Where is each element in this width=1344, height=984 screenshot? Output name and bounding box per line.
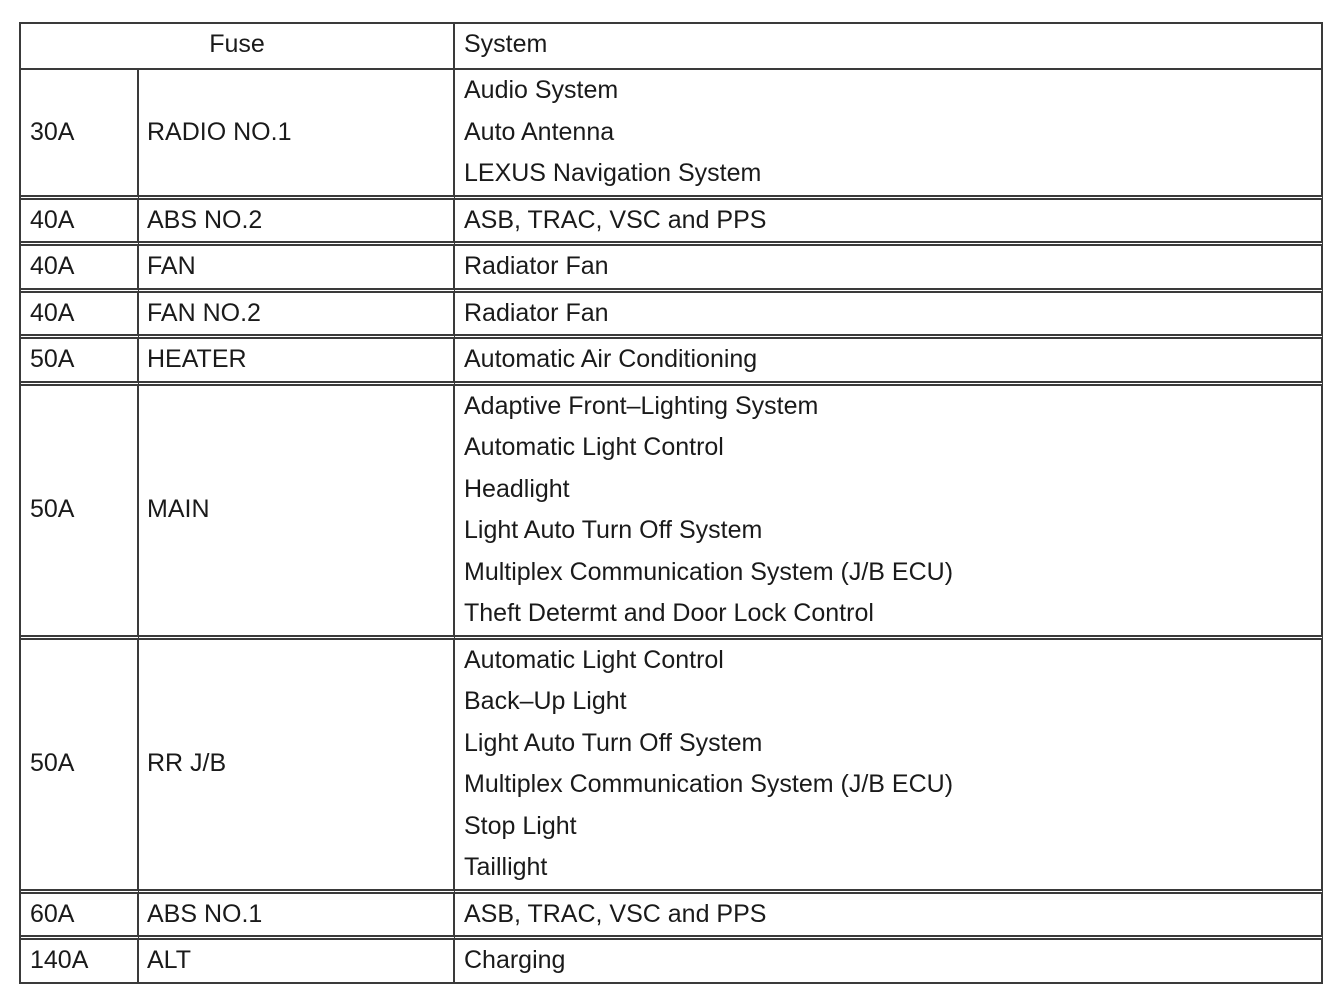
system-entry: Automatic Light Control (464, 433, 724, 461)
fuse-amperage: 40A (21, 246, 139, 293)
fuse-systems (455, 293, 1323, 340)
fuse-systems (455, 894, 1323, 941)
fuse-amperage: 50A (21, 386, 139, 640)
fuse-column-header: Fuse (21, 24, 455, 70)
fuse-name: ABS NO.1 (139, 894, 455, 941)
table-row (21, 200, 1323, 247)
system-entry: Light Auto Turn Off System (464, 728, 763, 757)
table-row (21, 940, 1323, 984)
fuse-name: MAIN (139, 386, 455, 640)
fuse-amperage: 30A (21, 70, 139, 200)
fuse-amperage: 50A (21, 339, 139, 386)
fuse-amperage: 60A (21, 894, 139, 941)
header-row (21, 24, 1323, 70)
table-body (21, 70, 1323, 984)
fuse-amperage: 140A (21, 940, 139, 984)
system-entry: Audio System (464, 76, 619, 104)
system-entry: Headlight (464, 474, 570, 503)
system-entry: ASB, TRAC, VSC and PPS (464, 205, 767, 234)
fuse-systems (455, 246, 1323, 293)
system-entry: Radiator Fan (464, 252, 609, 280)
fuse-systems (455, 339, 1323, 386)
system-column-header: System (455, 24, 1323, 70)
fuse-amperage: 50A (21, 640, 139, 894)
table-row (21, 246, 1323, 293)
fuse-name: ABS NO.2 (139, 200, 455, 247)
table-row (21, 640, 1323, 894)
fuse-name: RR J/B (139, 640, 455, 894)
system-entry: Theft Determt and Door Lock Control (464, 599, 874, 627)
fuse-name: ALT (139, 940, 455, 984)
system-entry: Taillight (464, 853, 548, 881)
fuse-amperage: 40A (21, 200, 139, 247)
system-entry: Radiator Fan (464, 298, 609, 327)
fuse-systems (455, 640, 1323, 894)
table-row (21, 894, 1323, 941)
system-entry: Multiplex Communication System (J/B ECU) (464, 770, 954, 798)
system-entry: Automatic Air Conditioning (464, 345, 758, 373)
table-row (21, 339, 1323, 386)
fuse-systems (455, 940, 1323, 984)
fuse-systems (455, 386, 1323, 640)
fuse-name: FAN (139, 246, 455, 293)
system-entry: Stop Light (464, 811, 577, 840)
table-row (21, 293, 1323, 340)
fuse-amperage: 40A (21, 293, 139, 340)
system-entry: Multiplex Communication System (J/B ECU) (464, 557, 954, 586)
system-entry: Adaptive Front–Lighting System (464, 391, 819, 420)
fuse-systems (455, 70, 1323, 200)
system-entry: Back–Up Light (464, 687, 627, 715)
system-entry: ASB, TRAC, VSC and PPS (464, 899, 767, 928)
system-entry: LEXUS Navigation System (464, 159, 762, 187)
table-header (21, 24, 1323, 70)
fuse-name: RADIO NO.1 (139, 70, 455, 200)
fuse-name: FAN NO.2 (139, 293, 455, 340)
system-entry: Automatic Light Control (464, 645, 724, 674)
fuse-table (19, 22, 1323, 984)
table-row (21, 386, 1323, 640)
system-entry: Light Auto Turn Off System (464, 516, 763, 544)
system-entry: Charging (464, 946, 566, 974)
table-row (21, 70, 1323, 200)
system-entry: Auto Antenna (464, 117, 615, 146)
fuse-systems (455, 200, 1323, 247)
fuse-name: HEATER (139, 339, 455, 386)
